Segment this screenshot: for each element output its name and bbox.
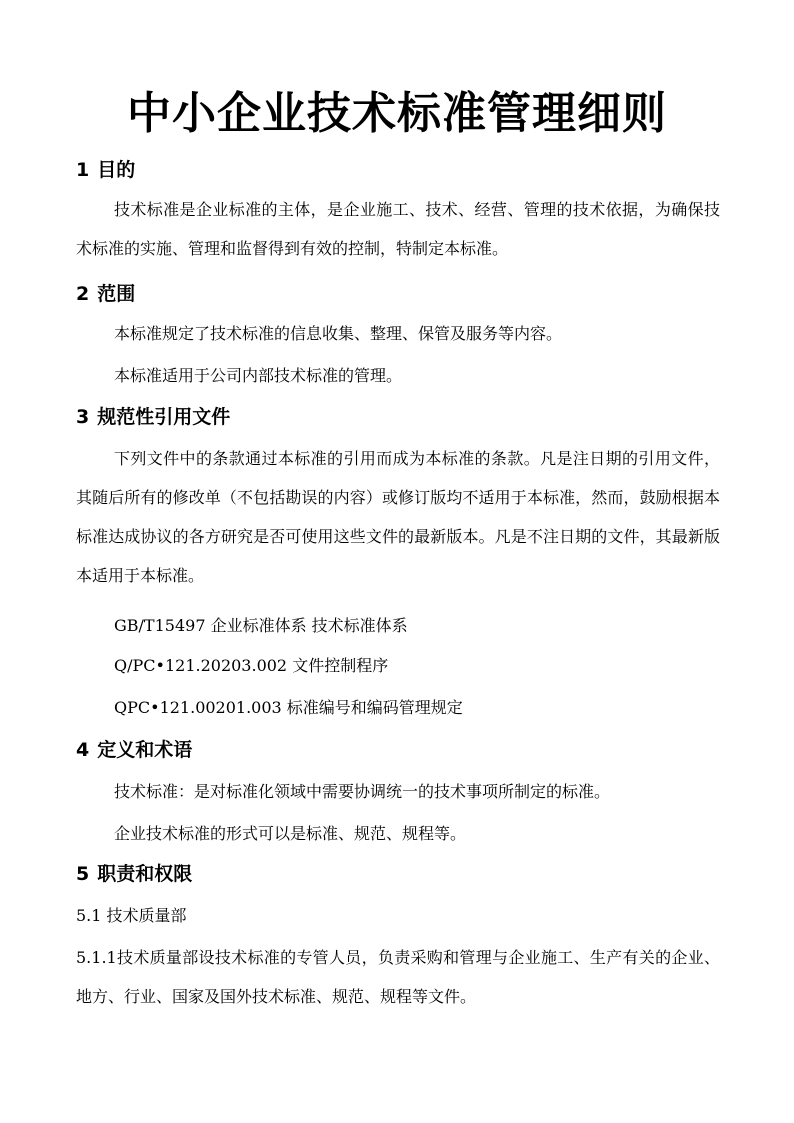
section-number: 1	[76, 159, 90, 181]
section-number: 3	[76, 406, 90, 428]
paragraph: 技术标准是企业标准的主体，是企业施工、技术、经营、管理的技术依据，为确保技术标准的实施、管理和监督得到有效的控制，特制定本标准。	[76, 200, 720, 258]
section-number: 5	[76, 863, 90, 885]
section-heading-responsibilities	[76, 861, 192, 887]
section-title: 规范性引用文件	[97, 406, 231, 428]
section-heading-purpose	[76, 157, 135, 183]
section-title: 范围	[97, 283, 136, 305]
section-title: 职责和权限	[97, 863, 193, 885]
paragraph: 下列文件中的条款通过本标准的引用而成为本标准的条款。凡是注日期的引用文件，其随后所有的修改单（不包括勘误的内容）或修订版均不适用于本标准，然而，鼓励根据本标准达成协议的各方研究是否可使用这些文件的最新版本。凡是不注日期的文件，其最新版本适用于本标准。	[76, 449, 720, 585]
paragraph: 技术标准：是对标准化领域中需要协调统一的技术事项所制定的标准。	[114, 782, 611, 801]
paragraph: 本标准适用于公司内部技术标准的管理。	[114, 366, 403, 385]
paragraph: 企业技术标准的形式可以是标准、规范、规程等。	[114, 824, 467, 843]
document-title: 中小企业技术标准管理细则	[127, 88, 667, 139]
paragraph: 5.1.1技术质量部设技术标准的专管人员，负责采购和管理与企业施工、生产有关的企业、地方、行业、国家及国外技术标准、规范、规程等文件。	[76, 948, 720, 1006]
subsection-label: 5.1 技术质量部	[76, 906, 187, 925]
reference-item: QPC•121.00201.003 标准编号和编码管理规定	[114, 698, 463, 717]
section-number: 4	[76, 739, 90, 761]
section-number: 2	[76, 283, 90, 305]
section-title: 定义和术语	[97, 739, 193, 761]
reference-item: GB/T15497 企业标准体系 技术标准体系	[114, 616, 408, 635]
section-heading-definitions	[76, 737, 192, 763]
section-heading-scope	[76, 281, 135, 307]
section-title: 目的	[97, 159, 136, 181]
section-heading-normative-references	[76, 404, 230, 430]
paragraph: 本标准规定了技术标准的信息收集、整理、保管及服务等内容。	[114, 324, 563, 343]
reference-item: Q/PC•121.20203.002 文件控制程序	[114, 656, 389, 675]
